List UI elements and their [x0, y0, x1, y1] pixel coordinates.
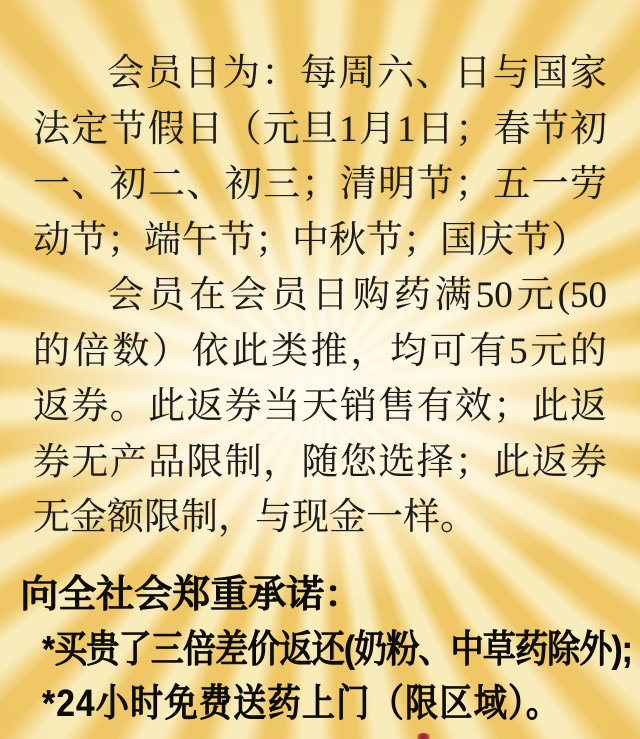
text-line: 会员在会员日购药满50元(50 [107, 275, 607, 316]
text-line: 的倍数）依此类推，均可有5元的 [33, 330, 607, 372]
text-line: 券无产品限制，随您选择；此返券 [33, 441, 607, 483]
red-watermark-fragment [417, 733, 430, 739]
text-line: 返券。此返券当天销售有效；此返 [33, 386, 607, 427]
promise-section [0, 567, 640, 731]
text-line: 会员日为：每周六、日与国家 [107, 53, 607, 94]
promise-item-delivery: *24小时免费送药上门（限区域）。 [42, 682, 561, 725]
text-line: 一、初二、初三；清明节；五一劳 [33, 164, 607, 205]
promise-item-price-guarantee: *买贵了三倍差价返还(奶粉、中草药除外); [42, 628, 632, 671]
promise-heading: 向全社会郑重承诺： [20, 573, 363, 616]
text-line: 法定节假日（元旦1月1日；春节初 [33, 108, 607, 150]
member-day-paragraph [33, 46, 607, 268]
text-line: 动节；端午节；中秋节；国庆节） [33, 219, 588, 261]
text-line: 无金额限制，与现金一样。 [33, 497, 477, 538]
voucher-paragraph [33, 268, 607, 546]
